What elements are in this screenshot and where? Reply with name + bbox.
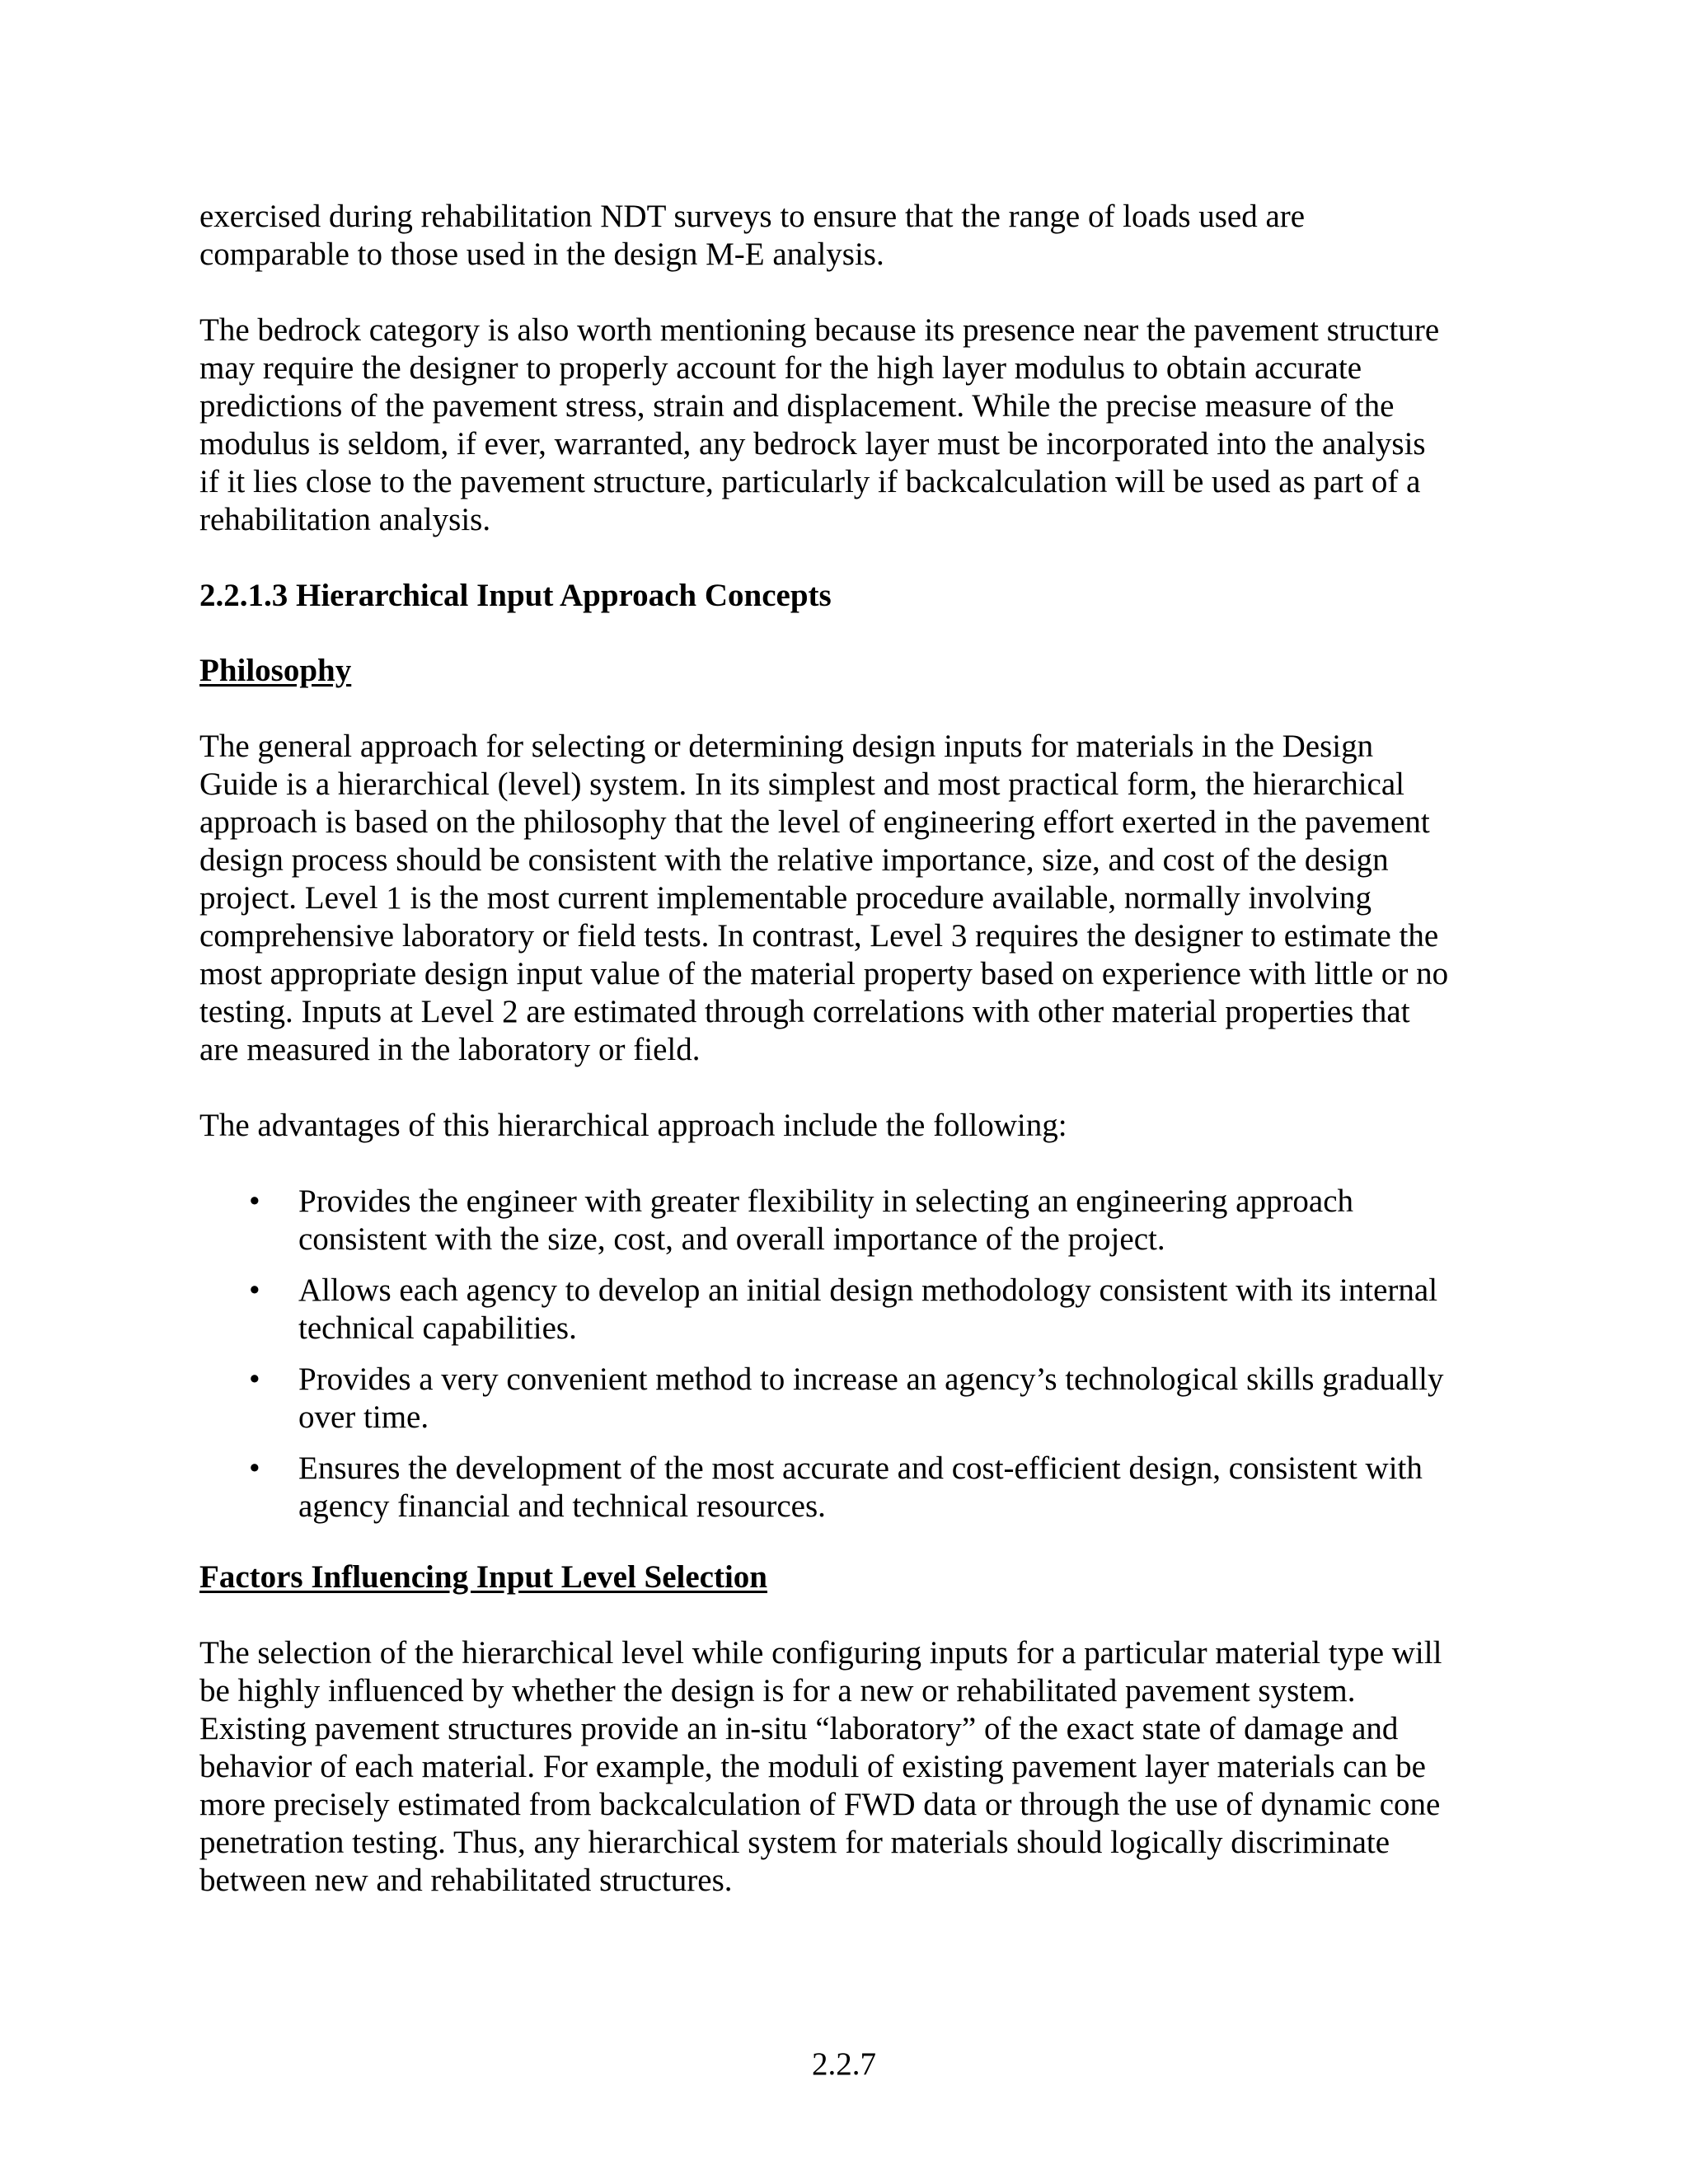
- advantages-list: [199, 1183, 1493, 1539]
- bullet-icon: •: [249, 1272, 260, 1308]
- paragraph-bedrock: The bedrock category is also worth mentioning because its presence near the pavement structure may require the designer to properly account for the high layer modulus to obtain accurate predictions of the pavement stress, strain and displacement. While the precise measure of the modulus is seldom, if ever, warranted, any bedrock layer must be incorporated into the analysis if it lies close to the pavement structure, particularly if backcalculation will be used as part of a rehabilitation analysis.: [199, 312, 1440, 537]
- bullet-icon: •: [249, 1183, 260, 1219]
- paragraph-general-approach: The general approach for selecting or determining design inputs for materials in the Design Guide is a hierarchical (level) system. In its simplest and most practical form, the hierarchical approach is based on the philosophy that the level of engineering effort exerted in the pavement design process should be consistent with the relative importance, size, and cost of the design project. Level 1 is the most current implementable procedure available, normally involving comprehensive laboratory or field tests. In contrast, Level 3 requires the designer to estimate the most appropriate design input value of the material property based on experience with little or no testing. Inputs at Level 2 are estimated through correlations with other material properties that are measured in the laboratory or field.: [199, 729, 1449, 1067]
- list-item: [199, 1183, 1493, 1258]
- bullet-icon: •: [249, 1451, 260, 1486]
- paragraph-ndt-surveys: exercised during rehabilitation NDT surveys to ensure that the range of loads used are comparable to those used in the design M-E analysis.: [199, 199, 1306, 272]
- section-heading: 2.2.1.3 Hierarchical Input Approach Concepts: [199, 578, 832, 613]
- list-item-text: Provides a very convenient method to increase an agency’s technological skills gradually over time.: [298, 1361, 1444, 1435]
- subheading-factors: Factors Influencing Input Level Selection: [199, 1559, 767, 1595]
- page-number: 2.2.7: [812, 2046, 876, 2082]
- bullet-icon: •: [249, 1361, 260, 1397]
- list-item: [199, 1450, 1493, 1526]
- list-item-text: Provides the engineer with greater flexibility in selecting an engineering approach consistent with the size, cost, and overall importance of the project.: [298, 1183, 1354, 1257]
- list-item: [199, 1361, 1493, 1436]
- paragraph-advantages-intro: The advantages of this hierarchical approach include the following:: [199, 1108, 1067, 1143]
- subheading-philosophy: Philosophy: [199, 653, 352, 688]
- list-item-text: Allows each agency to develop an initial design methodology consistent with its internal technical capabilities.: [298, 1272, 1438, 1346]
- list-item-text: Ensures the development of the most accurate and cost-efficient design, consistent with agency financial and technical resources.: [298, 1451, 1423, 1524]
- paragraph-level-selection: The selection of the hierarchical level while configuring inputs for a particular material type will be highly influenced by whether the design is for a new or rehabilitated pavement system. Existing pavement structures provide an in-situ “laboratory” of the exact state of damage and behavior of each material. For example, the moduli of existing pavement layer materials can be more precisely estimated from backcalculation of FWD data or through the use of dynamic cone penetration testing. Thus, any hierarchical system for materials should logically discriminate between new and rehabilitated structures.: [199, 1635, 1442, 1898]
- list-item: [199, 1272, 1493, 1347]
